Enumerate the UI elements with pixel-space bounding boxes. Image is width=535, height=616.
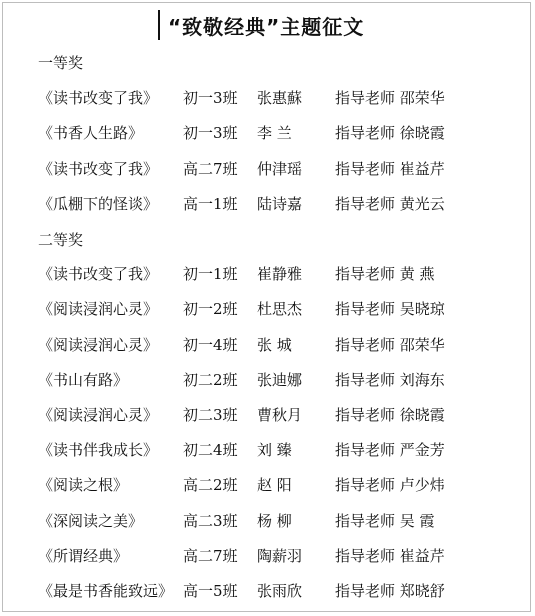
student-name: 赵 阳	[257, 476, 292, 494]
student-name: 张迪娜	[257, 371, 303, 389]
advisor: 指导老师 刘海东	[335, 371, 445, 389]
essay-title: 《阅读浸润心灵》	[38, 406, 159, 424]
advisor: 指导老师 黄光云	[335, 195, 445, 213]
advisor: 指导老师 黄 燕	[335, 265, 435, 283]
student-name: 张惠蘇	[257, 89, 303, 107]
essay-title: 《阅读之根》	[38, 476, 129, 494]
student-name: 李 兰	[257, 124, 292, 142]
advisor: 指导老师 崔益芹	[335, 547, 445, 565]
advisor: 指导老师 吴 霞	[335, 512, 435, 530]
student-class: 高二7班	[183, 547, 238, 565]
student-class: 初二4班	[183, 441, 238, 459]
essay-title: 《最是书香能致远》	[38, 582, 174, 600]
advisor: 指导老师 徐晓霞	[335, 124, 445, 142]
advisor: 指导老师 吴晓琼	[335, 300, 445, 318]
student-name: 仲津瑶	[257, 160, 303, 178]
student-name: 刘 臻	[257, 441, 292, 459]
advisor: 指导老师 邵荣华	[335, 336, 445, 354]
advisor: 指导老师 郑晓舒	[335, 582, 445, 600]
essay-title: 《阅读浸润心灵》	[38, 300, 159, 318]
advisor: 指导老师 崔益芹	[335, 160, 445, 178]
advisor: 指导老师 徐晓霞	[335, 406, 445, 424]
student-class: 高一1班	[183, 195, 238, 213]
award-row	[0, 158, 535, 180]
award-row	[0, 193, 535, 215]
award-row	[0, 122, 535, 144]
student-name: 陶薪羽	[257, 547, 303, 565]
award-row	[0, 580, 535, 602]
award-row	[0, 404, 535, 426]
essay-title: 《书山有路》	[38, 371, 129, 389]
student-class: 高二3班	[183, 512, 238, 530]
advisor: 指导老师 严金芳	[335, 441, 445, 459]
award-row	[0, 298, 535, 320]
advisor: 指导老师 卢少炜	[335, 476, 445, 494]
essay-title: 《阅读浸润心灵》	[38, 336, 159, 354]
student-class: 高一5班	[183, 582, 238, 600]
student-class: 初一4班	[183, 336, 238, 354]
award-row	[0, 334, 535, 356]
essay-title: 《读书改变了我》	[38, 265, 159, 283]
award-row	[0, 263, 535, 285]
award-row	[0, 439, 535, 461]
student-class: 初一2班	[183, 300, 238, 318]
student-name: 杨 柳	[257, 512, 292, 530]
essay-title: 《瓜棚下的怪谈》	[38, 195, 159, 213]
student-class: 初二3班	[183, 406, 238, 424]
essay-title: 《读书改变了我》	[38, 89, 159, 107]
student-name: 张 城	[257, 336, 292, 354]
student-name: 曹秋月	[257, 406, 303, 424]
student-class: 初一3班	[183, 124, 238, 142]
section-label-second-prize: 二等奖	[38, 231, 84, 249]
title-bar	[158, 10, 364, 40]
student-class: 初一3班	[183, 89, 238, 107]
essay-title: 《读书伴我成长》	[38, 441, 159, 459]
student-class: 初一1班	[183, 265, 238, 283]
award-row	[0, 545, 535, 567]
essay-title: 《所谓经典》	[38, 547, 129, 565]
award-row	[0, 369, 535, 391]
student-name: 张雨欣	[257, 582, 303, 600]
award-row	[0, 510, 535, 532]
essay-title: 《深阅读之美》	[38, 512, 144, 530]
advisor: 指导老师 邵荣华	[335, 89, 445, 107]
student-class: 高二2班	[183, 476, 238, 494]
section-label-first-prize: 一等奖	[38, 54, 84, 72]
page-title: “致敬经典”主题征文	[168, 14, 365, 39]
student-name: 崔静雅	[257, 265, 303, 283]
award-row	[0, 87, 535, 109]
student-class: 高二7班	[183, 160, 238, 178]
essay-title: 《书香人生路》	[38, 124, 144, 142]
student-class: 初二2班	[183, 371, 238, 389]
essay-title: 《读书改变了我》	[38, 160, 159, 178]
award-row	[0, 474, 535, 496]
student-name: 陆诗嘉	[257, 195, 303, 213]
student-name: 杜思杰	[257, 300, 303, 318]
